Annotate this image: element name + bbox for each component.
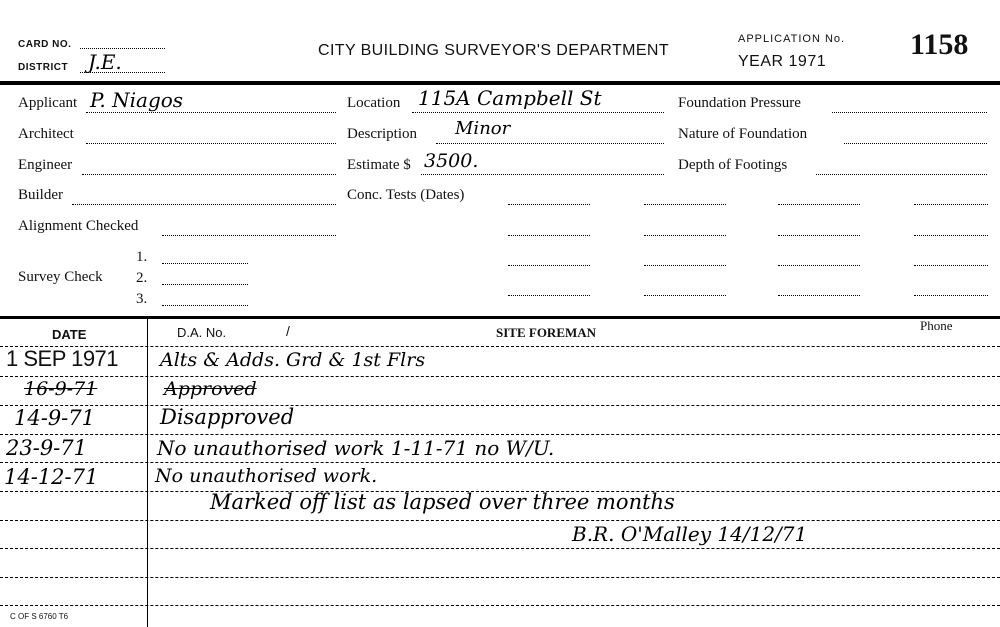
builder-line <box>72 204 336 205</box>
log-entry-date: 23-9-71 <box>6 436 87 460</box>
application-number: 1158 <box>910 28 969 61</box>
location-line <box>412 112 664 113</box>
survey-number-2: 2. <box>136 270 148 286</box>
conc-test-line <box>778 265 860 266</box>
conc-test-line <box>508 295 590 296</box>
conc-test-line <box>778 295 860 296</box>
application-label: APPLICATION No. <box>738 33 846 45</box>
conc-test-line <box>778 235 860 236</box>
estimate-label: Estimate $ <box>347 157 411 173</box>
conc-tests-label: Conc. Tests (Dates) <box>347 187 465 203</box>
nature-foundation-line <box>844 143 987 144</box>
survey-line-2 <box>162 284 248 285</box>
date-column-divider <box>147 319 148 627</box>
log-top-divider <box>0 316 1000 319</box>
conc-test-line <box>644 204 726 205</box>
log-date-header: DATE <box>52 327 87 342</box>
log-row-rule <box>0 346 1000 347</box>
conc-test-line <box>508 265 590 266</box>
year-label: YEAR 1971 <box>738 53 827 70</box>
department-title: CITY BUILDING SURVEYOR'S DEPARTMENT <box>318 42 670 59</box>
survey-number-1: 1. <box>136 249 148 265</box>
card-no-line <box>80 48 165 49</box>
description-line <box>436 143 664 144</box>
applicant-label: Applicant <box>18 95 78 111</box>
log-entry-text: Alts & Adds. Grd & 1st Flrs <box>160 349 426 371</box>
conc-test-line <box>914 235 988 236</box>
log-foreman-header: SITE FOREMAN <box>496 325 597 340</box>
applicant-line <box>86 112 336 113</box>
lapsed-note: Marked off list as lapsed over three months <box>210 490 675 514</box>
conc-test-line <box>914 295 988 296</box>
location-value: 115A Campbell St <box>418 86 602 110</box>
location-label: Location <box>347 95 401 111</box>
district-value: J.E. <box>88 50 122 74</box>
architect-line <box>86 143 336 144</box>
log-row-rule <box>0 577 1000 578</box>
district-label: DISTRICT <box>18 62 69 73</box>
foundation-pressure-label: Foundation Pressure <box>678 95 801 111</box>
builder-label: Builder <box>18 187 63 203</box>
estimate-line <box>421 174 664 175</box>
log-entry-date: 1 SEP 1971 <box>6 346 119 371</box>
log-entry-text: No unauthorised work. <box>155 465 378 487</box>
estimate-value: 3500. <box>424 150 479 172</box>
log-entry-date: 14-12-71 <box>4 465 99 489</box>
description-value: Minor <box>455 118 511 139</box>
survey-check-label: Survey Check <box>18 269 103 285</box>
card-no-label: CARD NO. <box>18 39 72 50</box>
log-entry-text: No unauthorised work 1-11-71 no W/U. <box>157 436 555 460</box>
alignment-line <box>162 235 336 236</box>
alignment-label: Alignment Checked <box>18 218 139 234</box>
applicant-value: P. Niagos <box>90 88 184 112</box>
survey-line-3 <box>162 305 248 306</box>
survey-line-1 <box>162 263 248 264</box>
conc-test-line <box>644 295 726 296</box>
log-row-rule <box>0 548 1000 549</box>
log-entry-date: 14-9-71 <box>14 406 95 430</box>
survey-number-3: 3. <box>136 291 148 307</box>
log-da-header: D.A. No. <box>177 325 227 340</box>
conc-test-line <box>508 204 590 205</box>
log-row-rule <box>0 405 1000 406</box>
log-entry-text: Disapproved <box>160 405 295 429</box>
depth-footings-label: Depth of Footings <box>678 157 788 173</box>
log-phone-header: Phone <box>920 318 953 333</box>
log-entry-text: Approved <box>164 378 257 400</box>
conc-test-line <box>644 235 726 236</box>
depth-footings-line <box>816 174 987 175</box>
foundation-pressure-line <box>832 112 987 113</box>
conc-test-line <box>914 265 988 266</box>
log-entry-date: 16-9-71 <box>24 378 98 400</box>
conc-test-line <box>914 204 988 205</box>
log-row-rule <box>0 434 1000 435</box>
log-row-rule <box>0 605 1000 606</box>
conc-test-line <box>508 235 590 236</box>
log-row-rule <box>0 376 1000 377</box>
signature: B.R. O'Malley 14/12/71 <box>572 522 808 546</box>
log-slash: / <box>286 323 290 339</box>
conc-test-line <box>778 204 860 205</box>
log-row-rule <box>0 462 1000 463</box>
engineer-label: Engineer <box>18 157 73 173</box>
log-row-rule <box>0 520 1000 521</box>
description-label: Description <box>347 126 417 142</box>
engineer-line <box>82 174 336 175</box>
form-code: C OF S 6760 T6 <box>10 612 69 621</box>
architect-label: Architect <box>18 126 74 142</box>
nature-foundation-label: Nature of Foundation <box>678 126 808 142</box>
conc-test-line <box>644 265 726 266</box>
header-divider <box>0 81 1000 85</box>
